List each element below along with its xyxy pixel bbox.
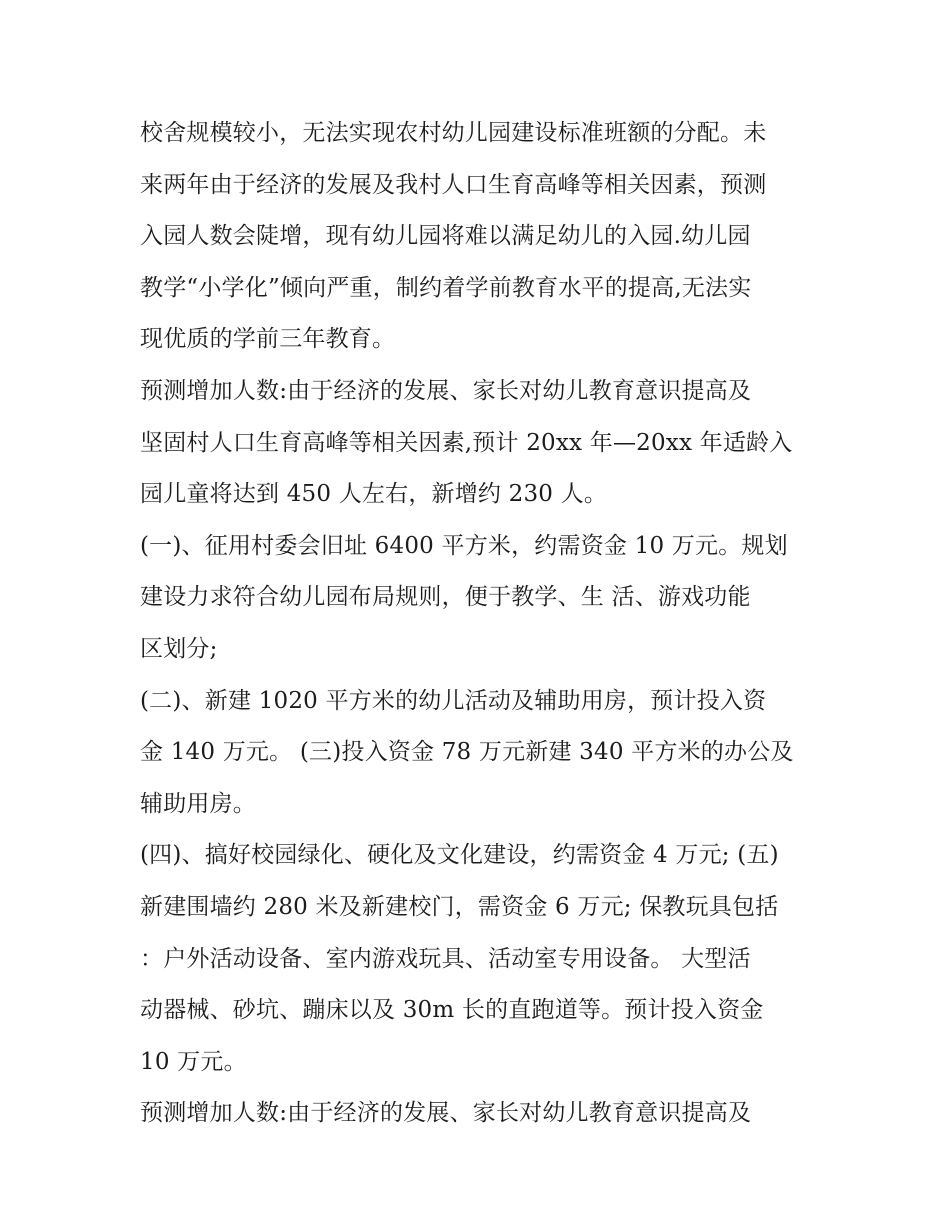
text-line: (一)、征用村委会旧址 6400 平方米，约需资金 10 万元。规划 <box>140 532 788 559</box>
text-line: 校舍规模较小，无法实现农村幼儿园建设标准班额的分配。未 <box>140 120 767 146</box>
document-body <box>140 108 820 1140</box>
text-line: 坚固村人口生育高峰等相关因素,预计 20xx 年—20xx 年适龄入 <box>140 429 793 456</box>
text-line: ：户外活动设备、室内游戏玩具、活动室专用设备。 大型活 <box>140 945 751 972</box>
text-line: 金 140 万元。 (三)投入资金 78 万元新建 340 平方米的办公及 <box>140 739 794 766</box>
text-line: 教学“小学化”倾向严重，制约着学前教育水平的提高,无法实 <box>140 274 752 301</box>
text-line: 现优质的学前三年教育。 <box>140 326 396 353</box>
text-line: 入园人数会陡增，现有幼儿园将难以满足幼儿的入园.幼儿园 <box>140 223 751 250</box>
text-line: 新建围墙约 280 米及新建校门，需资金 6 万元; 保教玩具包括 <box>140 893 779 920</box>
text-line: 园儿童将达到 450 人左右，新增约 230 人。 <box>140 481 608 508</box>
text-line: 区划分; <box>140 635 218 662</box>
text-line: 建设力求符合幼儿园布局规则，便于教学、生 活、游戏功能 <box>140 584 751 611</box>
text-line: (四)、搞好校园绿化、硬化及文化建设，约需资金 4 万元; (五) <box>140 842 779 869</box>
text-line: 辅助用房。 <box>140 790 256 817</box>
text-line: 预测增加人数:由于经济的发展、家长对幼儿教育意识提高及 <box>140 377 752 404</box>
text-line: 10 万元。 <box>140 1048 247 1075</box>
text-line: 预测增加人数:由于经济的发展、家长对幼儿教育意识提高及 <box>140 1100 752 1127</box>
text-line: 动器械、砂坑、蹦床以及 30m 长的直跑道等。预计投入资金 <box>140 997 764 1024</box>
text-line: (二)、新建 1020 平方米的幼儿活动及辅助用房，预计投入资 <box>140 687 767 714</box>
text-line: 来两年由于经济的发展及我村人口生育高峰等相关因素，预测 <box>140 171 767 198</box>
